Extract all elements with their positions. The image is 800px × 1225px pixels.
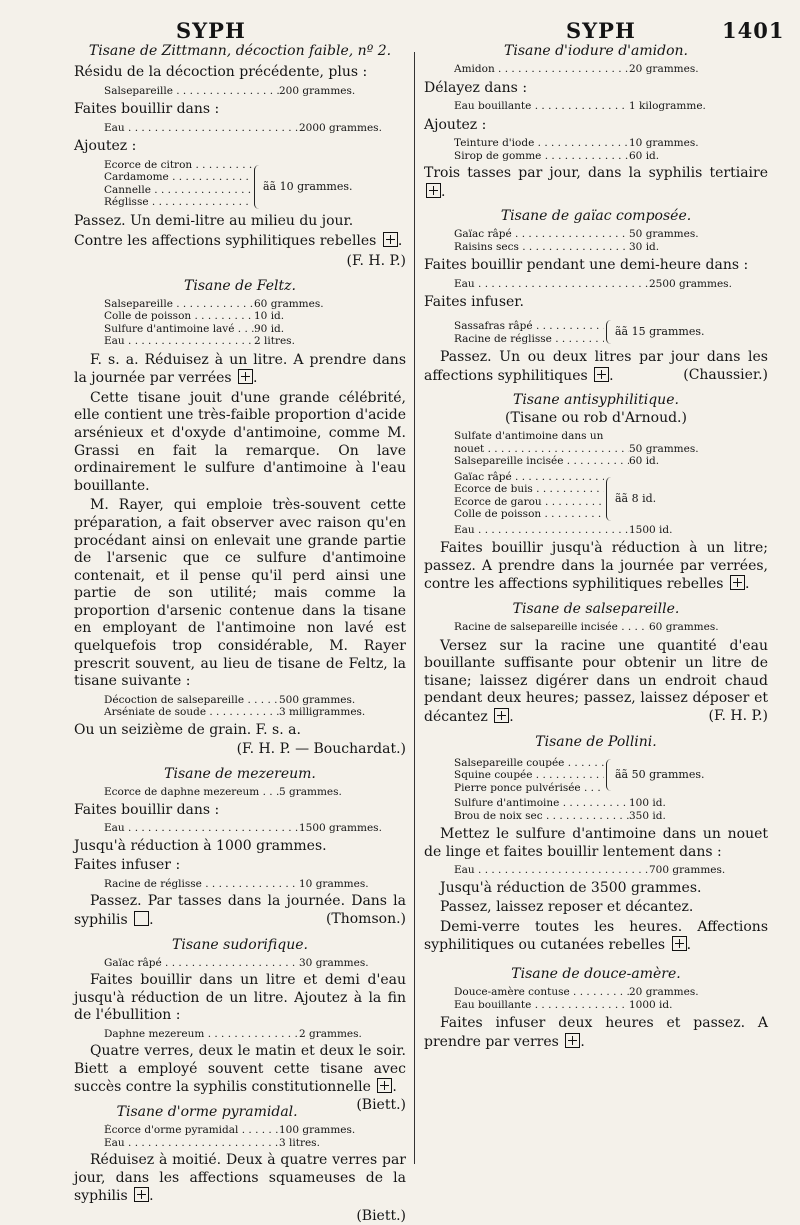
paragraph: Faites bouillir pendant une demi-heure dans : (424, 257, 749, 274)
paragraph: Ajoutez : (74, 138, 137, 155)
ingredient-list (104, 1124, 406, 1149)
ingredient-row: Sulfate d'antimoine dans un (454, 430, 604, 443)
recipe-title: Tisane de Pollini. (535, 733, 657, 750)
paragraph: Faites bouillir dans : (74, 801, 220, 818)
running-head-left: SYPH (176, 18, 246, 43)
ingredient-row: Ecorce de daphne mezereum . . . 5 grammes. (104, 786, 406, 799)
column-rule (414, 52, 415, 1164)
paragraph: Passez. Un demi-litre au milieu du jour. (74, 212, 354, 229)
paragraph: Mettez le sulfure d'antimoine dans un nouet de linge et faites bouillir lentement dans : (424, 826, 768, 860)
ingredient-row: Écorce d'orme pyramidal . . . 100 grammes. (104, 1124, 406, 1137)
ingredient-list (104, 957, 406, 970)
ingredient-row: Eau . . . 2500 grammes. (454, 278, 768, 291)
paragraph: Passez. Un ou deux litres par jour dans les affections syphilitiques . (Chaussier.) (424, 349, 768, 384)
ingredient-row: Eau . . . 700 grammes. (454, 864, 768, 877)
paragraph: Faites infuser deux heures et passez. A prendre par verres . (424, 1015, 768, 1050)
paragraph: Délayez dans : (424, 79, 528, 96)
paragraph: Trois tasses par jour, dans la syphilis tertiaire . (424, 165, 768, 200)
ingredient-list (454, 621, 768, 634)
ingredient-list (104, 786, 406, 799)
brace-quantity: ãã 8 id. (606, 477, 656, 521)
ingredient-row: Brou de noix sec . . . 350 id. (454, 810, 768, 823)
left-column (74, 42, 406, 1225)
paragraph: Faites infuser : (74, 857, 181, 874)
recipe-title: Tisane d'orme pyramidal. (116, 1104, 298, 1121)
cross-box-icon (238, 369, 253, 384)
ingredient-row: Amidon . . . 20 grammes. (454, 63, 768, 76)
ingredient-row: Eau . . . 1500 grammes. (104, 822, 406, 835)
ingredient-list (454, 228, 768, 253)
source-citation: (F. H. P.) (708, 707, 768, 724)
ingredient-list (454, 986, 768, 1011)
source-citation: (Biett.) (356, 1097, 406, 1114)
ingredient-row: nouet . . . 50 grammes. (454, 443, 768, 456)
cross-box-icon (672, 936, 687, 951)
recipe-title: Tisane de mezereum. (164, 766, 316, 783)
ingredient-list (104, 878, 406, 891)
ingredient-list (454, 797, 768, 822)
ingredient-row: Racine de salsepareille incisée . . . 60 grammes. (454, 621, 768, 634)
recipe-title: Tisane de douce-amère. (511, 966, 681, 983)
ingredient-row: Douce-amère contuse . . . 20 grammes. (454, 986, 768, 999)
ingredient-list (454, 63, 768, 76)
recipe-title: Tisane sudorifique. (172, 936, 308, 953)
paragraph: Jusqu'à réduction à 1000 grammes. (74, 837, 327, 854)
ingredient-list (104, 822, 406, 835)
ingredient-row: Eau . . . 3 litres. (104, 1137, 406, 1150)
source-citation: (F. H. P.) (346, 252, 406, 269)
recipe-title: Tisane d'iodure d'amidon. (504, 43, 688, 59)
paragraph: Résidu de la décoction précédente, plus : (74, 64, 368, 80)
ingredient-group: Salsepareille coupée . . . Squine coupée . . . Pierre ponce pulvérisée . . . ãã 50 grammes. (454, 757, 768, 795)
paragraph: M. Rayer, qui emploie très-souvent cette préparation, a fait observer avec raison qu'en procédant ainsi on enlevait une grande partie de l'arsenic que ce sulfure d'antimoine contenait, et il pense qu'il perd ainsi une partie de son utilité; mais comme la proportion d'arsenic contenue dans la tisane en employant de l'antimoine non lavé est quelquefois trop considérable, M. Rayer prescrit souvent, au lieu de tisane de Feltz, la tisane suivante : (74, 497, 406, 690)
ingredient-list (454, 864, 768, 877)
recipe-title: Tisane de Zittmann, décoction faible, nº 2. (88, 43, 392, 59)
cross-box-icon (134, 1187, 149, 1202)
cross-box-icon (730, 575, 745, 590)
ingredient-row: Eau bouillante . . . 1000 id. (454, 999, 768, 1012)
paragraph: Faites bouillir dans : (74, 101, 220, 118)
ingredient-row: Décoction de salsepareille . . . 500 grammes. (104, 694, 406, 707)
paragraph: Réduisez à moitié. Deux à quatre verres par jour, dans les affections squameuses de la syphilis . (74, 1152, 406, 1205)
ingredient-row: Eau . . . 1500 id. (454, 524, 768, 537)
paragraph: Passez. Par tasses dans la journée. Dans la syphilis . (Thomson.) (74, 893, 406, 928)
source-citation: (F. H. P. — Bouchardat.) (236, 741, 406, 758)
brace-quantity: ãã 50 grammes. (606, 759, 704, 791)
brace-quantity: ãã 15 grammes. (606, 320, 704, 344)
paragraph: Versez sur la racine une quantité d'eau bouillante suffisante pour obtenir un litre de tisane; laissez digérer dans un endroit chaud pendant deux heures; passez, laissez déposer et décantez . (F. H. P.) (424, 637, 768, 725)
ingredient-row: Salsepareille . . . 60 grammes. (104, 298, 406, 311)
ingredient-list (454, 137, 768, 162)
ingredient-row: Gaïac râpé . . . 30 grammes. (104, 957, 406, 970)
paragraph: Contre les affections syphilitiques rebelles . (74, 233, 403, 250)
ingredient-row: Daphne mezereum . . . 2 grammes. (104, 1028, 406, 1041)
paragraph: Quatre verres, deux le matin et deux le soir. Biett a employé souvent cette tisane avec succès contre la syphilis constitutionnelle . (Biett.) (74, 1043, 406, 1114)
cross-box-icon (426, 183, 441, 198)
ingredient-list (104, 1028, 406, 1041)
ingredient-row: Sulfure d'antimoine lavé . . . 90 id. (104, 323, 406, 336)
cross-box-icon (565, 1033, 580, 1048)
right-column (424, 42, 768, 1051)
ingredient-row: Colle de poisson . . . 10 id. (104, 310, 406, 323)
cross-box-icon (594, 367, 609, 382)
paragraph: Passez, laissez reposer et décantez. (440, 899, 694, 916)
ingredient-list (104, 122, 406, 135)
brace-quantity: ãã 10 grammes. (254, 165, 352, 209)
ingredient-list (104, 85, 406, 98)
running-head-right: SYPH (566, 18, 636, 43)
ingredient-group: Ecorce de citron . . . Cardamome . . . Cannelle . . . Réglisse . . . ãã 10 grammes. (104, 159, 406, 209)
recipe-title: Tisane antisyphilitique. (513, 392, 679, 409)
paragraph: Ou un seizième de grain. F. s. a. (74, 721, 301, 738)
cross-box-icon (377, 1078, 392, 1093)
ingredient-list (454, 430, 768, 468)
ingredient-list (454, 100, 768, 113)
source-citation: (Thomson.) (325, 910, 406, 927)
ingredient-row: Eau . . . 2000 grammes. (104, 122, 406, 135)
ingredient-row: Arséniate de soude . . . 3 milligrammes. (104, 706, 406, 719)
recipe-title: Tisane de Feltz. (184, 277, 296, 294)
ingredient-row: Sulfure d'antimoine . . . 100 id. (454, 797, 768, 810)
recipe-title: Tisane de gaïac composée. (500, 208, 692, 225)
ingredient-row: Sirop de gomme . . . 60 id. (454, 150, 768, 163)
ingredient-list (454, 278, 768, 291)
ingredient-list (104, 298, 406, 348)
paragraph: Ajoutez : (424, 116, 487, 133)
recipe-subtitle: (Tisane ou rob d'Arnoud.) (505, 410, 687, 427)
ingredient-group: Gaïac râpé . . . Ecorce de buis . . . Ecorce de garou . . . Colle de poisson . . . ãã 8 id. (454, 471, 768, 521)
empty-box-icon (134, 911, 149, 926)
paragraph: Cette tisane jouit d'une grande célébrité, elle contient une très-faible proportion d'acide arsénieux et d'oxyde d'antimoine, comme M. Grassi en fait la remarque. On lave ordinairement le sulfure d'antimoine à l'eau bouillante. (74, 389, 406, 494)
ingredient-row: Salsepareille . . . 200 grammes. (104, 85, 406, 98)
ingredient-list (454, 524, 768, 537)
ingredient-row: Teinture d'iode . . . 10 grammes. (454, 137, 768, 150)
recipe-title: Tisane de salsepareille. (512, 601, 680, 618)
ingredient-row: Eau bouillante . . . 1 kilogramme. (454, 100, 768, 113)
paragraph: Jusqu'à réduction de 3500 grammes. (440, 879, 702, 896)
paragraph: Faites infuser. (424, 294, 524, 311)
ingredient-row: Raisins secs . . . 30 id. (454, 241, 768, 254)
source-citation: (Chaussier.) (683, 366, 768, 383)
paragraph: Faites bouillir dans un litre et demi d'eau jusqu'à réduction de un litre. Ajoutez à la fin de l'ébullition : (74, 972, 406, 1024)
cross-box-icon (494, 708, 509, 723)
cross-box-icon (383, 232, 398, 247)
ingredient-list (104, 694, 406, 719)
ingredient-row: Gaïac râpé . . . 50 grammes. (454, 228, 768, 241)
ingredient-row: Eau . . . 2 litres. (104, 335, 406, 348)
ingredient-row: Salsepareille incisée . . . 60 id. (454, 455, 768, 468)
ingredient-row: Racine de réglisse . . . 10 grammes. (104, 878, 406, 891)
source-citation: (Biett.) (356, 1207, 406, 1224)
ingredient-group: Sassafras râpé . . . Racine de réglisse . . . ãã 15 grammes. (454, 320, 768, 345)
paragraph: Demi-verre toutes les heures. Affections syphilitiques ou cutanées rebelles . (424, 918, 768, 954)
paragraph: F. s. a. Réduisez à un litre. A prendre dans la journée par verrées . (74, 351, 406, 387)
page-number: 1401 (722, 18, 785, 43)
paragraph: Faites bouillir jusqu'à réduction à un litre; passez. A prendre dans la journée par verrées, contre les affections syphilitiques rebelles . (424, 540, 768, 593)
